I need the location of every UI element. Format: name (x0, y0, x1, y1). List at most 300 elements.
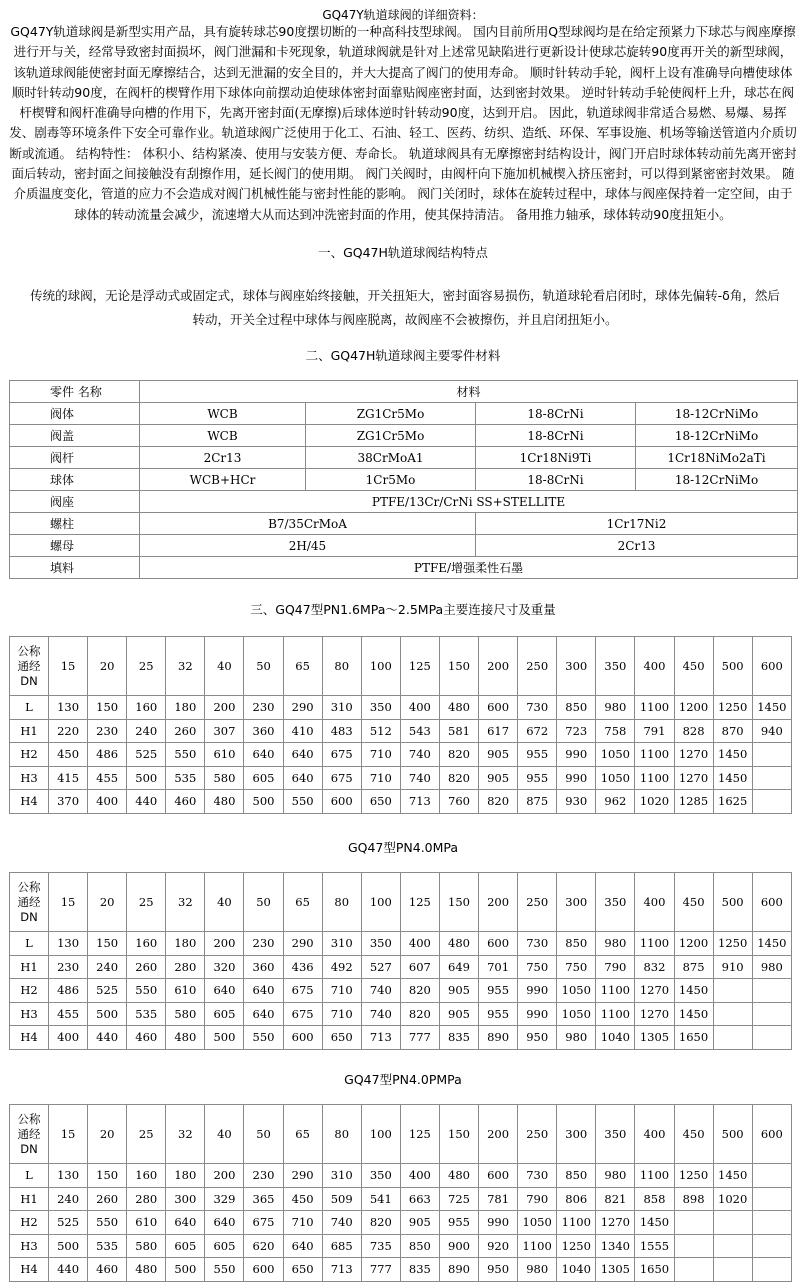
table-cell: 640 (205, 979, 244, 1003)
dn-value-cell: 32 (166, 637, 205, 696)
table-cell: 610 (127, 1211, 166, 1235)
table-cell: 350 (361, 696, 400, 720)
table-cell: 850 (557, 1164, 596, 1188)
table-row (10, 403, 798, 425)
table-cell: 18-12CrNiMo (636, 403, 798, 425)
materials-table (9, 380, 798, 579)
table-cell: 1650 (635, 1258, 674, 1282)
table-cell: 1Cr5Mo (306, 469, 476, 491)
table-cell: 820 (400, 1002, 439, 1026)
row-label: L (10, 932, 49, 956)
table-cell (674, 1234, 713, 1258)
table-cell: 828 (674, 719, 713, 743)
table-cell: 649 (439, 955, 478, 979)
table-cell: 675 (322, 766, 361, 790)
dn-value-cell: 300 (557, 873, 596, 932)
table-cell: 1040 (596, 1026, 635, 1050)
table-row (10, 743, 792, 767)
table-cell: 486 (88, 743, 127, 767)
table-row (10, 513, 798, 535)
table-cell: 500 (244, 790, 283, 814)
table-cell: 1020 (713, 1187, 752, 1211)
table-cell: 1270 (674, 743, 713, 767)
row-label: H1 (10, 955, 49, 979)
table-header-row (10, 1105, 792, 1164)
dn-value-cell: 200 (479, 873, 518, 932)
table-cell: 820 (439, 743, 478, 767)
table-cell: 290 (283, 932, 322, 956)
table-cell: 790 (518, 1187, 557, 1211)
table-cell (752, 1164, 791, 1188)
dn-value-cell: 20 (88, 637, 127, 696)
table-cell: 600 (479, 696, 518, 720)
table-cell: 640 (166, 1211, 205, 1235)
table-cell: 955 (439, 1211, 478, 1235)
table-cell: 18-12CrNiMo (636, 425, 798, 447)
table-cell: 310 (322, 932, 361, 956)
table-row (10, 425, 798, 447)
table-cell: 500 (49, 1234, 88, 1258)
table-cell: 1200 (674, 932, 713, 956)
table-cell: 550 (283, 790, 322, 814)
table-cell: 150 (88, 1164, 127, 1188)
table-cell: 200 (205, 1164, 244, 1188)
dn-value-cell: 600 (752, 1105, 791, 1164)
table-cell: 1250 (713, 932, 752, 956)
table-cell: 980 (596, 1164, 635, 1188)
table-cell: 400 (400, 696, 439, 720)
table-cell: 730 (518, 696, 557, 720)
table-cell: 535 (88, 1234, 127, 1258)
table-cell: 675 (244, 1211, 283, 1235)
table-cell: 870 (713, 719, 752, 743)
table-cell: 1305 (596, 1258, 635, 1282)
dn-value-cell: 200 (479, 1105, 518, 1164)
table-cell: 360 (244, 719, 283, 743)
table-cell (713, 1026, 752, 1050)
table-cell: 550 (244, 1026, 283, 1050)
table-cell: 360 (244, 955, 283, 979)
dn-value-cell: 150 (439, 1105, 478, 1164)
dn-header-label: 公称通经DN (17, 879, 41, 924)
table-cell: 525 (88, 979, 127, 1003)
table-cell: 1100 (635, 743, 674, 767)
dn-value-cell: 200 (479, 637, 518, 696)
table-cell: 710 (322, 1002, 361, 1026)
table-cell: 777 (400, 1026, 439, 1050)
table-row (10, 491, 798, 513)
table-cell: 1450 (752, 696, 791, 720)
table-cell: 1Cr18NiMo2aTi (636, 447, 798, 469)
table-cell: PTFE/增强柔性石墨 (140, 557, 798, 579)
table-row (10, 1187, 792, 1211)
table-cell: 605 (205, 1234, 244, 1258)
dn-value-cell: 100 (361, 637, 400, 696)
row-label: H1 (10, 1187, 49, 1211)
table-row (10, 557, 798, 579)
table-cell: 1200 (674, 696, 713, 720)
table-cell: 160 (127, 696, 166, 720)
table-cell: 509 (322, 1187, 361, 1211)
table-header-row (10, 637, 792, 696)
table-cell: 640 (244, 1002, 283, 1026)
dn-value-cell: 65 (283, 873, 322, 932)
dn-value-cell: 80 (322, 637, 361, 696)
row-label: H4 (10, 1258, 49, 1282)
table-cell: 980 (596, 696, 635, 720)
table-cell: 525 (127, 743, 166, 767)
table-row (10, 447, 798, 469)
table-cell: 480 (205, 790, 244, 814)
dn-value-cell: 20 (88, 873, 127, 932)
table-cell: 713 (400, 790, 439, 814)
table-cell: 535 (166, 766, 205, 790)
table-cell: 300 (166, 1187, 205, 1211)
table-cell: 240 (127, 719, 166, 743)
table-header-row (10, 381, 798, 403)
table-cell: 18-8CrNi (476, 425, 636, 447)
table-cell: 365 (244, 1187, 283, 1211)
table-cell: 777 (361, 1258, 400, 1282)
dn-value-cell: 40 (205, 637, 244, 696)
row-label: 球体 (10, 469, 140, 491)
section-heading-dimensions-pn16: 三、GQ47型PN1.6MPa～2.5MPa主要连接尺寸及重量 (250, 602, 556, 617)
table-cell (752, 790, 791, 814)
dn-value-cell: 25 (127, 1105, 166, 1164)
dn-value-cell: 150 (439, 873, 478, 932)
table-cell: 890 (439, 1258, 478, 1282)
table-cell: 1250 (674, 1164, 713, 1188)
row-label: H2 (10, 979, 49, 1003)
table-row (10, 1002, 792, 1026)
table-cell: 905 (439, 979, 478, 1003)
dn-value-cell: 125 (400, 873, 439, 932)
table-cell: 180 (166, 1164, 205, 1188)
table-cell: ZG1Cr5Mo (306, 425, 476, 447)
table-cell: 180 (166, 696, 205, 720)
table-cell: 200 (205, 932, 244, 956)
table-cell: 1050 (596, 743, 635, 767)
table-row (10, 955, 792, 979)
table-cell: 150 (88, 696, 127, 720)
dn-value-cell: 25 (127, 873, 166, 932)
dn-value-cell: 100 (361, 873, 400, 932)
table-cell: 320 (205, 955, 244, 979)
table-cell: 160 (127, 1164, 166, 1188)
table-cell: 1270 (635, 1002, 674, 1026)
table-cell: 600 (283, 1026, 322, 1050)
dn-value-cell: 300 (557, 637, 596, 696)
table-cell: 280 (127, 1187, 166, 1211)
table-cell: 750 (557, 955, 596, 979)
dn-value-cell: 450 (674, 1105, 713, 1164)
table-cell: 620 (244, 1234, 283, 1258)
dn-value-cell: 400 (635, 1105, 674, 1164)
table-cell (752, 743, 791, 767)
dn-value-cell: 32 (166, 873, 205, 932)
table-cell: 900 (439, 1234, 478, 1258)
table-cell: 710 (361, 743, 400, 767)
row-label: 阀座 (10, 491, 140, 513)
table-cell: 220 (49, 719, 88, 743)
table-cell: 370 (49, 790, 88, 814)
column-header-part: 零件 名称 (10, 381, 140, 403)
table-cell: 710 (361, 766, 400, 790)
table-cell: 230 (244, 1164, 283, 1188)
table-cell: 525 (49, 1211, 88, 1235)
table-cell: WCB (140, 403, 306, 425)
table-cell: 1100 (596, 979, 635, 1003)
table-cell: 1250 (713, 696, 752, 720)
table-cell: 710 (283, 1211, 322, 1235)
table-cell (713, 1002, 752, 1026)
table-cell: 990 (479, 1211, 518, 1235)
dn-value-cell: 350 (596, 873, 635, 932)
table-cell: 605 (205, 1002, 244, 1026)
table-cell: 1050 (596, 766, 635, 790)
table-cell: 480 (127, 1258, 166, 1282)
table-row (10, 979, 792, 1003)
section-heading-dimensions-pn40p: GQ47型PN4.0PMPa (344, 1072, 462, 1087)
table-cell: 600 (322, 790, 361, 814)
table-cell: ZG1Cr5Mo (306, 403, 476, 425)
table-cell: 436 (283, 955, 322, 979)
table-cell: 18-8CrNi (476, 403, 636, 425)
dn-value-cell: 150 (439, 637, 478, 696)
table-cell: 806 (557, 1187, 596, 1211)
table-cell (674, 1211, 713, 1235)
table-cell: 821 (596, 1187, 635, 1211)
table-cell: 580 (127, 1234, 166, 1258)
dn-value-cell: 50 (244, 873, 283, 932)
table-cell: 940 (752, 719, 791, 743)
table-cell: 955 (479, 1002, 518, 1026)
table-header-row (10, 873, 792, 932)
table-cell: 740 (361, 979, 400, 1003)
table-cell: 701 (479, 955, 518, 979)
table-cell: 550 (205, 1258, 244, 1282)
table-cell: 1270 (596, 1211, 635, 1235)
table-cell: 240 (49, 1187, 88, 1211)
table-cell: 1100 (635, 1164, 674, 1188)
table-row (10, 535, 798, 557)
column-header-material: 材料 (140, 381, 798, 403)
dn-value-cell: 600 (752, 637, 791, 696)
dn-value-cell: 500 (713, 873, 752, 932)
row-label: H1 (10, 719, 49, 743)
table-cell: 290 (283, 1164, 322, 1188)
table-cell (713, 1211, 752, 1235)
table-cell: 820 (400, 979, 439, 1003)
dn-value-cell: 125 (400, 637, 439, 696)
table-cell (752, 1026, 791, 1050)
table-cell: 1050 (557, 1002, 596, 1026)
table-cell: 1450 (674, 1002, 713, 1026)
table-cell: 990 (557, 743, 596, 767)
dn-value-cell: 100 (361, 1105, 400, 1164)
table-cell: 605 (166, 1234, 205, 1258)
table-cell: 750 (518, 955, 557, 979)
table-cell: 1340 (596, 1234, 635, 1258)
table-cell: 600 (479, 932, 518, 956)
dn-value-cell: 250 (518, 637, 557, 696)
table-cell: 740 (400, 766, 439, 790)
table-cell: 260 (88, 1187, 127, 1211)
table-cell: 1050 (518, 1211, 557, 1235)
table-cell: 1270 (674, 766, 713, 790)
table-cell: 955 (518, 766, 557, 790)
table-cell: 230 (244, 932, 283, 956)
table-cell: 329 (205, 1187, 244, 1211)
dn-value-cell: 80 (322, 873, 361, 932)
dn-header-cell (10, 637, 49, 696)
table-cell: 920 (479, 1234, 518, 1258)
table-cell: 791 (635, 719, 674, 743)
table-cell: 130 (49, 1164, 88, 1188)
row-label: 填料 (10, 557, 140, 579)
table-cell: 605 (244, 766, 283, 790)
table-cell: 758 (596, 719, 635, 743)
dn-value-cell: 250 (518, 1105, 557, 1164)
table-cell (752, 766, 791, 790)
table-cell: 905 (479, 766, 518, 790)
table-cell: 1100 (596, 1002, 635, 1026)
dn-header-cell (10, 873, 49, 932)
table-cell: 1020 (635, 790, 674, 814)
table-row (10, 1164, 792, 1188)
table-cell (752, 1187, 791, 1211)
table-cell: 617 (479, 719, 518, 743)
table-cell: 492 (322, 955, 361, 979)
table-cell: 713 (322, 1258, 361, 1282)
table-cell: 2Cr13 (140, 447, 306, 469)
dn-value-cell: 450 (674, 637, 713, 696)
table-cell: 130 (49, 932, 88, 956)
row-label: 螺母 (10, 535, 140, 557)
table-row (10, 1026, 792, 1050)
row-label: L (10, 696, 49, 720)
table-cell: 723 (557, 719, 596, 743)
table-cell: 1100 (557, 1211, 596, 1235)
table-cell: 455 (88, 766, 127, 790)
table-cell: 640 (205, 1211, 244, 1235)
table-cell: 640 (283, 766, 322, 790)
table-cell: 18-8CrNi (476, 469, 636, 491)
table-cell: 480 (166, 1026, 205, 1050)
table-cell: 1305 (635, 1026, 674, 1050)
row-label: 阀体 (10, 403, 140, 425)
table-cell: 1050 (557, 979, 596, 1003)
table-cell: 1450 (752, 932, 791, 956)
table-cell: 480 (439, 932, 478, 956)
table-cell: 310 (322, 696, 361, 720)
table-cell: 672 (518, 719, 557, 743)
table-cell: 440 (49, 1258, 88, 1282)
table-cell: 450 (49, 743, 88, 767)
table-cell: 580 (205, 766, 244, 790)
table-cell: 740 (361, 1002, 400, 1026)
table-cell: 460 (166, 790, 205, 814)
table-cell: 990 (518, 1002, 557, 1026)
table-cell: 607 (400, 955, 439, 979)
table-cell: 685 (322, 1234, 361, 1258)
table-cell: 950 (479, 1258, 518, 1282)
table-cell: 455 (49, 1002, 88, 1026)
table-cell: 610 (166, 979, 205, 1003)
table-row (10, 932, 792, 956)
dimensions-table-pn16 (9, 636, 792, 814)
section-heading-materials: 二、GQ47H轨道球阀主要零件材料 (305, 348, 501, 363)
table-cell: 550 (127, 979, 166, 1003)
table-cell: 650 (361, 790, 400, 814)
table-cell: 980 (518, 1258, 557, 1282)
table-cell: 1450 (713, 1164, 752, 1188)
table-cell: 415 (49, 766, 88, 790)
row-label: 阀盖 (10, 425, 140, 447)
dn-value-cell: 32 (166, 1105, 205, 1164)
table-cell: 280 (166, 955, 205, 979)
table-cell: 650 (283, 1258, 322, 1282)
table-cell: 230 (244, 696, 283, 720)
table-cell: 930 (557, 790, 596, 814)
table-cell: PTFE/13Cr/CrNi SS+STELLITE (140, 491, 798, 513)
dn-value-cell: 350 (596, 637, 635, 696)
table-cell: 400 (49, 1026, 88, 1050)
table-cell: 2Cr13 (476, 535, 798, 557)
table-cell: 200 (205, 696, 244, 720)
dn-value-cell: 600 (752, 873, 791, 932)
table-cell: 962 (596, 790, 635, 814)
table-cell: 290 (283, 696, 322, 720)
table-cell: 230 (49, 955, 88, 979)
table-cell (713, 979, 752, 1003)
dn-value-cell: 80 (322, 1105, 361, 1164)
table-cell: WCB+HCr (140, 469, 306, 491)
row-label: H3 (10, 1234, 49, 1258)
table-cell: 180 (166, 932, 205, 956)
table-cell: 640 (244, 979, 283, 1003)
table-cell: 550 (166, 743, 205, 767)
table-cell: 350 (361, 1164, 400, 1188)
section-heading-dimensions-pn40: GQ47型PN4.0MPa (347, 840, 459, 855)
table-cell: 710 (322, 979, 361, 1003)
row-label: H3 (10, 1002, 49, 1026)
table-cell: 725 (439, 1187, 478, 1211)
table-cell: 730 (518, 1164, 557, 1188)
table-cell: 486 (49, 979, 88, 1003)
table-cell: 790 (596, 955, 635, 979)
dn-value-cell: 40 (205, 1105, 244, 1164)
table-cell: 640 (244, 743, 283, 767)
table-row (10, 766, 792, 790)
row-label: H2 (10, 743, 49, 767)
table-cell: 541 (361, 1187, 400, 1211)
table-cell (752, 1234, 791, 1258)
table-cell: 1Cr18Ni9Ti (476, 447, 636, 469)
table-row (10, 719, 792, 743)
row-label: 阀杆 (10, 447, 140, 469)
dn-value-cell: 65 (283, 1105, 322, 1164)
intro-paragraph: GQ47Y轨道球阀是新型实用产品，具有旋转球芯90度摆切断的一种高科技型球阀。 国内目前所用Q型球阀均是在给定预紧力下球芯与阀座摩擦进行开与关，经常导致密封面损坏，阀门泄漏和卡死现象，轨道球阀就是针对上述常见缺陷进行更新设计使球芯旋转90度再开关的新型球阀，该轨道球阀能使密封面无摩擦结合，达到无泄漏的安全目的，并大大提高了阀门的使用寿命。 顺时针转动手轮，阀杆上设有准确导向槽使球体顺时针转动90度，在阀杆的楔臂作用下球体向前摆动迫使球体密封面靠贴阀座密封面，达到密封效果。 逆时针转动手轮使阀杆上升，球芯在阀杆楔臂和阀杆准确导向槽的作用下，先离开密封面(无摩擦)后球体逆时针转动90度，达到开启。 因此，轨道球阀非常适合易燃、易爆、易挥发、剧毒等环境条件下安全可靠作业。轨道球阀广泛使用于化工、石油、轻工、医药、纺织、造纸、环保、军事设施、机场等输送管道内介质切断或流通。 结构特性： 体积小、结构紧凑、使用与安装方便、寿命长。 轨道球阀具有无摩擦密封结构设计，阀门开启时球体转动前先离开密封面后转动，密封面之间接触没有刮擦作用，延长阀门的使用期。 阀门关阀时，由阀杆向下施加机械楔入挤压密封，可以得到紧密密封效果。 随介质温度变化，管道的应力不会造成对阀门机械性能与密封性能的影响。 阀门关闭时，球体在旋转过程中，球体与阀座保持着一定空间，由于球体的转动流量会减少，流速增大从而达到冲洗密封面的作用，使其保持清洁。 备用推力轴承，球体转动90度扭矩小。 (9, 24, 797, 222)
table-cell: 600 (244, 1258, 283, 1282)
table-cell: 440 (88, 1026, 127, 1050)
dn-value-cell: 15 (49, 637, 88, 696)
table-cell (674, 1258, 713, 1282)
table-cell: 675 (283, 1002, 322, 1026)
table-cell: 480 (439, 696, 478, 720)
table-cell (752, 979, 791, 1003)
table-cell (713, 1258, 752, 1282)
